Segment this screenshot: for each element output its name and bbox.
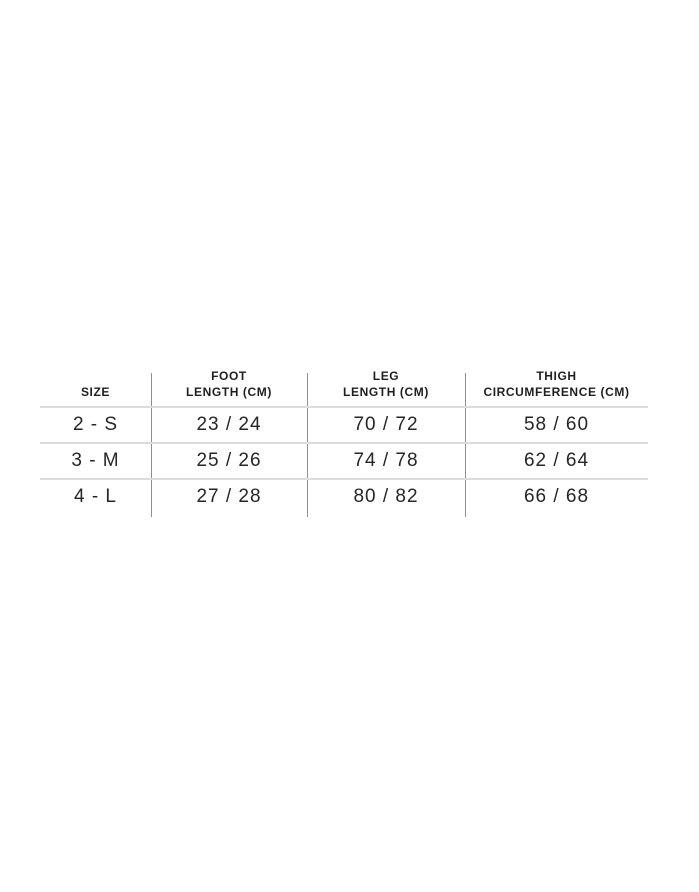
size-cell: 4 - L [73,486,118,507]
column-divider [307,373,308,517]
column-header-foot-length-line1: FOOT [211,369,247,383]
size-chart-table [40,369,648,517]
leg-length-cell: 74 / 78 [353,450,419,471]
column-divider [465,373,466,517]
column-header-leg-length-line2: LENGTH (CM) [343,385,429,399]
column-header-leg-length [307,369,465,407]
leg-length-cell: 80 / 82 [353,486,419,507]
thigh-circumference-cell: 58 / 60 [523,414,590,435]
column-header-thigh-circumference-line2: CIRCUMFERENCE (CM) [483,385,630,399]
column-header-thigh-circumference [465,369,648,407]
size-cell: 3 - M [71,450,120,471]
column-header-size-label: SIZE [80,385,111,399]
size-cell: 2 - S [72,414,119,435]
column-header-thigh-circumference-line1: THIGH [536,369,577,383]
row-divider [40,478,648,480]
header-divider [40,406,648,408]
foot-length-cell: 25 / 26 [196,450,262,471]
foot-length-cell: 23 / 24 [196,414,262,435]
thigh-circumference-cell: 66 / 68 [523,486,590,507]
column-divider [151,373,152,517]
column-header-size [40,369,151,407]
column-header-foot-length-line2: LENGTH (CM) [186,385,272,399]
column-header-leg-length-line1: LEG [372,369,400,383]
foot-length-cell: 27 / 28 [196,486,262,507]
column-header-foot-length [151,369,307,407]
leg-length-cell: 70 / 72 [353,414,419,435]
thigh-circumference-cell: 62 / 64 [523,450,590,471]
row-divider [40,442,648,444]
